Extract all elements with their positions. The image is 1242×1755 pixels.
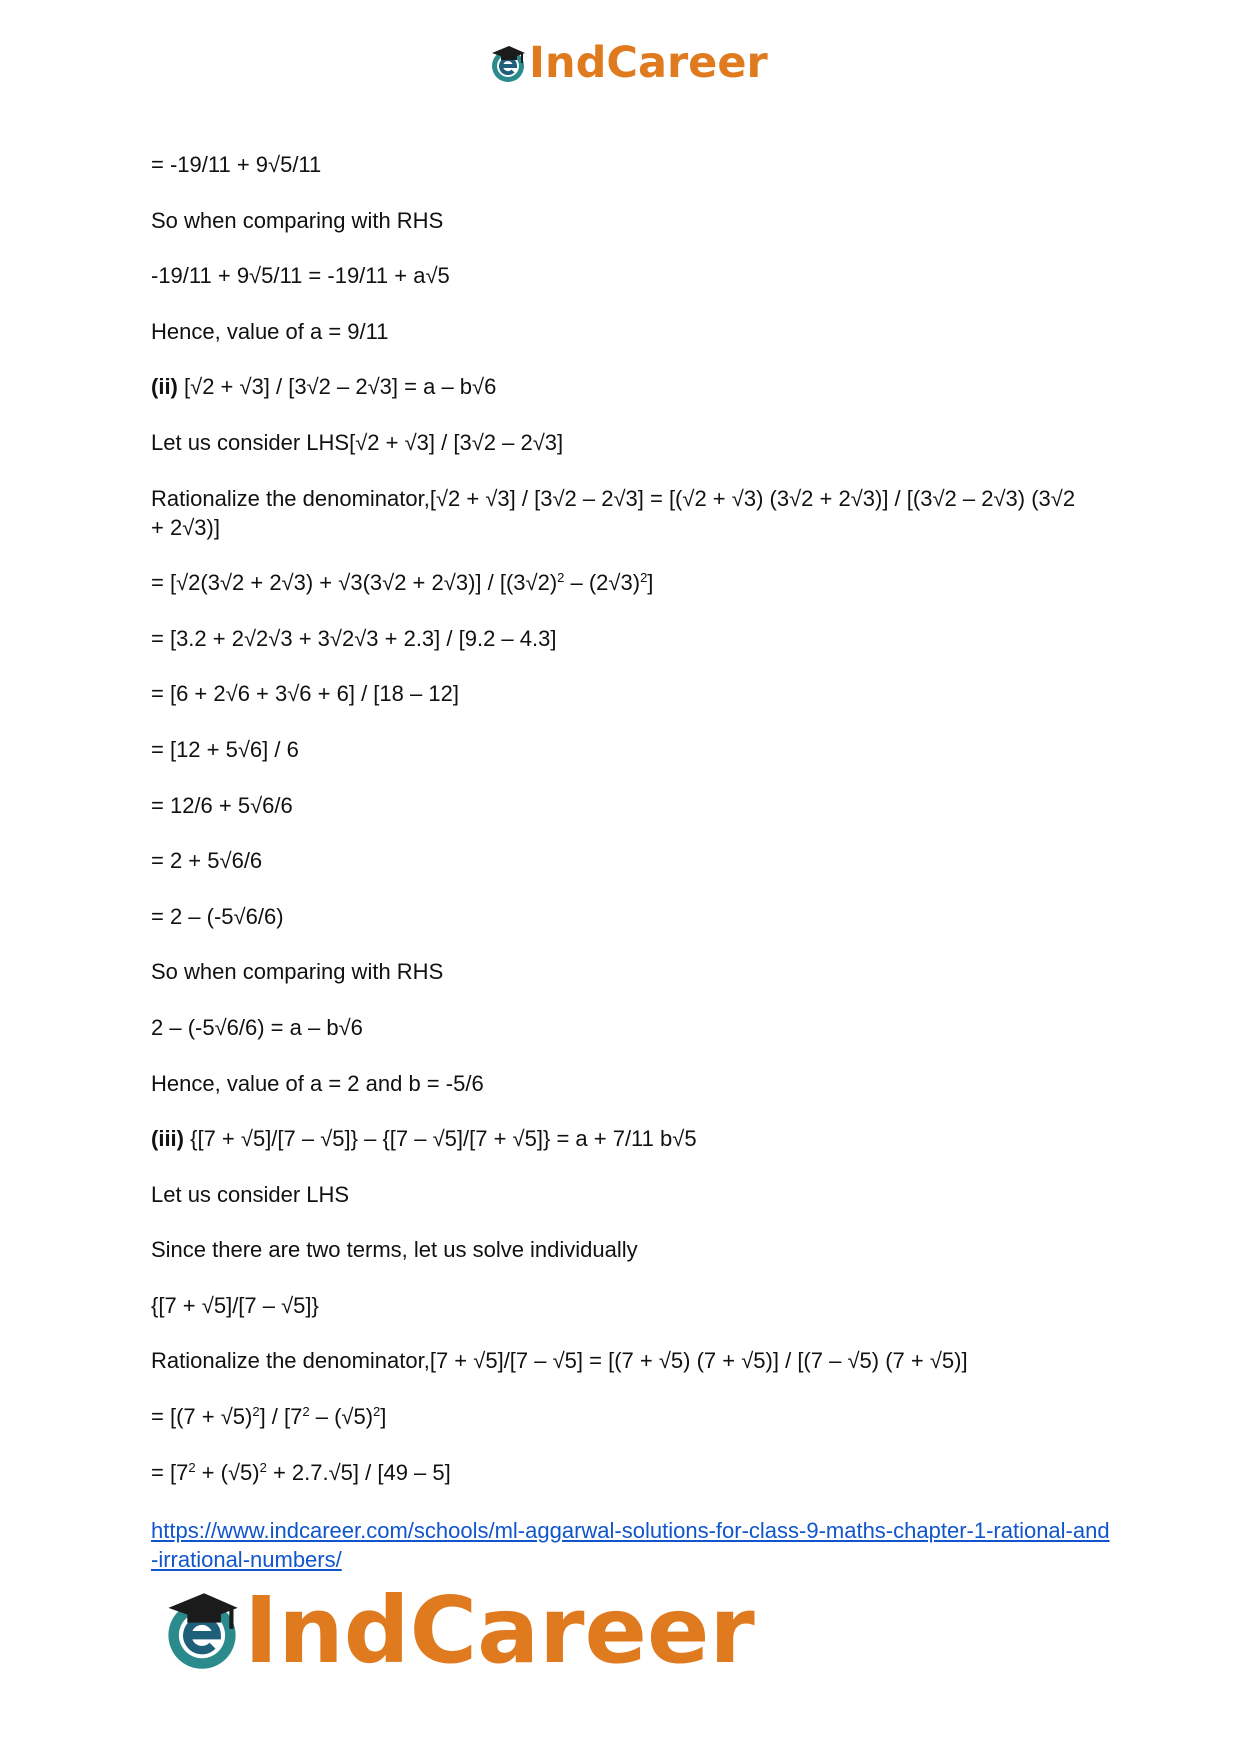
text-line: So when comparing with RHS	[151, 207, 444, 233]
text-line: = 2 – (-5√6/6)	[151, 903, 284, 929]
superscript: 2	[259, 1459, 267, 1475]
text-line	[151, 1124, 1091, 1153]
text-line: Let us consider LHS[√2 + √3] / [3√2 – 2√3]	[151, 429, 564, 455]
superscript: 2	[640, 570, 648, 586]
text-line: = 2 + 5√6/6	[151, 848, 263, 874]
equation-text: {[7 + √5]/[7 – √5]} – {[7 – √5]/[7 + √5]} = a + 7/11 b√5	[184, 1126, 697, 1152]
part-label: (iii)	[151, 1126, 184, 1152]
text-line	[151, 568, 1091, 597]
text-line	[151, 1402, 1091, 1431]
header-logo-text: IndCareer	[529, 38, 768, 88]
superscript: 2	[557, 570, 565, 586]
text-line: = [6 + 2√6 + 3√6 + 6] / [18 – 12]	[151, 681, 459, 707]
equation-text: = [(7 + √5)	[151, 1404, 253, 1430]
document-body	[151, 150, 1091, 1513]
graduation-cap-logo-icon	[162, 1589, 242, 1673]
equation-text: [√2 + √3] / [3√2 – 2√3] = a – b√6	[177, 374, 497, 400]
text-line: Hence, value of a = 2 and b = -5/6	[151, 1070, 484, 1096]
equation-text: ]	[380, 1404, 387, 1430]
text-line	[151, 1458, 1091, 1487]
text-line: = [12 + 5√6] / 6	[151, 736, 299, 762]
text-line: {[7 + √5]/[7 – √5]}	[151, 1292, 319, 1318]
text-line: Rationalize the denominator,[7 + √5]/[7 – √5] = [(7 + √5) (7 + √5)] / [(7 – √5) (7 + √5)]	[151, 1348, 968, 1374]
equation-text: + 2.7.√5] / [49 – 5]	[266, 1459, 451, 1485]
text-line: Since there are two terms, let us solve individually	[151, 1237, 638, 1263]
text-line: Rationalize the denominator,[√2 + √3] / [3√2 – 2√3] = [(√2 + √3) (3√2 + 2√3)] / [(3√2 – 2√3) (3√2 + 2√3)]	[151, 485, 1076, 540]
text-line: = 12/6 + 5√6/6	[151, 792, 293, 818]
text-line	[151, 372, 1091, 401]
equation-text: – (2√3)	[564, 570, 641, 596]
text-line: So when comparing with RHS	[151, 959, 444, 985]
superscript: 2	[188, 1459, 196, 1475]
superscript: 2	[373, 1404, 381, 1420]
superscript: 2	[302, 1404, 310, 1420]
graduation-cap-logo-icon	[489, 44, 527, 84]
text-line: Hence, value of a = 9/11	[151, 318, 389, 344]
text-line: 2 – (-5√6/6) = a – b√6	[151, 1014, 363, 1040]
text-line: = [3.2 + 2√2√3 + 3√2√3 + 2.3] / [9.2 – 4.3]	[151, 625, 557, 651]
text-line: Let us consider LHS	[151, 1181, 350, 1207]
text-line: = -19/11 + 9√5/11	[151, 152, 322, 177]
footer-logo	[162, 1577, 755, 1684]
source-url-link[interactable]: https://www.indcareer.com/schools/ml-aggarwal-solutions-for-class-9-maths-chapter-1-rational-and-irrational-numbers/	[151, 1518, 1110, 1572]
equation-text: = [7	[151, 1459, 189, 1485]
equation-text: = [√2(3√2 + 2√3) + √3(3√2 + 2√3)] / [(3√2)	[151, 570, 558, 596]
equation-text: ] / [7	[259, 1404, 303, 1430]
equation-text: + (√5)	[195, 1459, 260, 1485]
header-logo	[489, 38, 768, 88]
equation-text: ]	[647, 570, 654, 596]
equation-text: – (√5)	[309, 1404, 374, 1430]
footer-logo-text: IndCareer	[244, 1577, 755, 1684]
superscript: 2	[252, 1404, 260, 1420]
part-label: (ii)	[151, 374, 178, 400]
text-line: -19/11 + 9√5/11 = -19/11 + a√5	[151, 263, 450, 289]
